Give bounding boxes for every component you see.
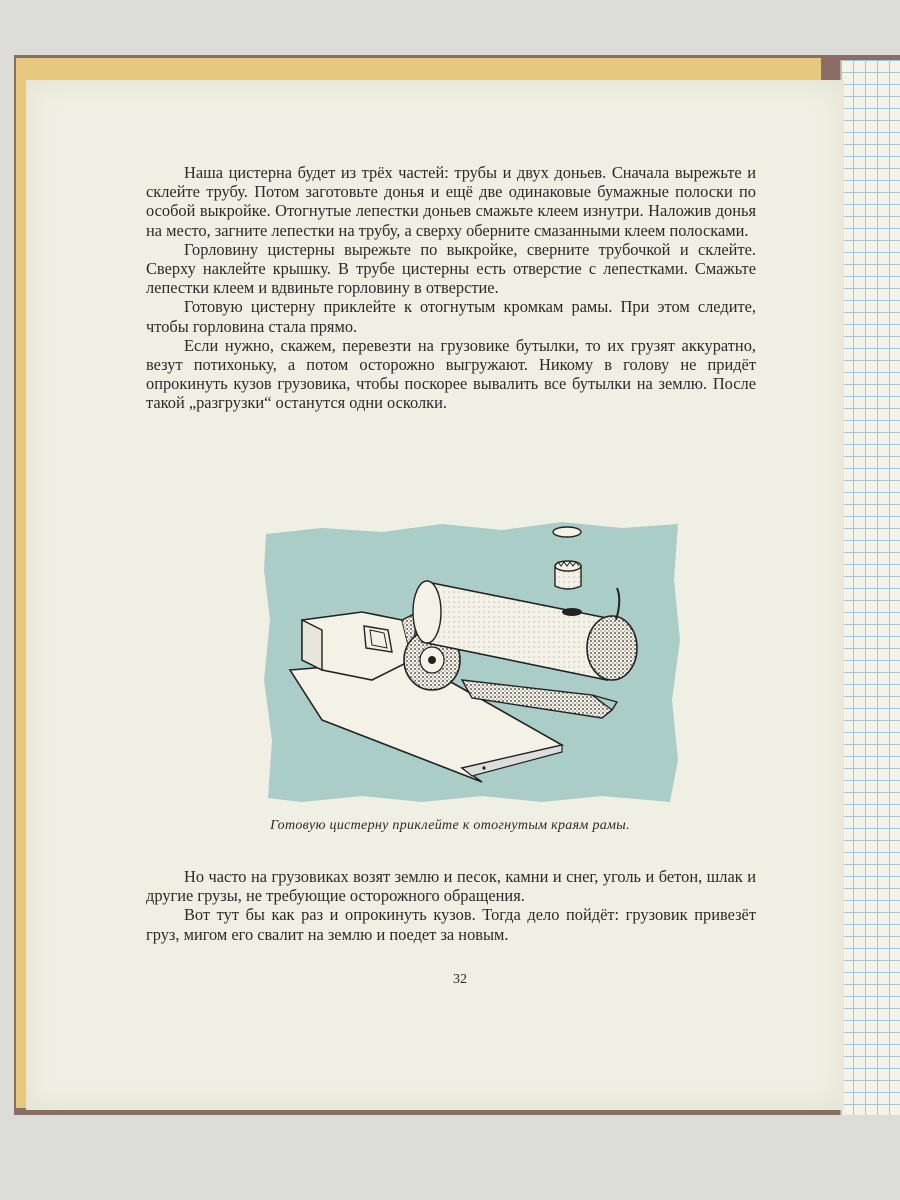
tank-lid-shape [553, 527, 581, 537]
graph-paper-sheet [840, 60, 900, 1115]
figure-caption: Готовую цистерну приклейте к отогнутым краям рамы. [270, 818, 630, 833]
page-number: 32 [453, 972, 467, 987]
paragraph: Вот тут бы как раз и опрокинуть кузов. Тогда дело пойдёт: грузовик привезёт груз, мигом его свалит на землю и поедет за новым. [146, 905, 756, 944]
paragraph: Если нужно, скажем, перевезти на грузовике бутылки, то их грузят аккуратно, везут потихоньку, а потом осторожно выгружают. Никому в голову не придёт опрокинуть кузов грузовика, чтобы поскорее вывалить все бутылки на землю. После такой „разгрузки“ останутся одни осколки. [146, 335, 756, 413]
text-block-bottom [146, 867, 756, 944]
paragraph: Готовую цистерну приклейте к отогнутым кромкам рамы. При этом следите, чтобы горловина стала прямо. [146, 297, 756, 336]
tank-truck-illustration [262, 520, 682, 805]
paragraph: Горловину цистерны вырежьте по выкройке, сверните трубочкой и склейте. Сверху наклейте крышку. В трубе цистерны есть отверстие с лепестками. Смажьте лепестки клеем и вдвиньте горловину в отверстие. [146, 239, 756, 298]
paragraph: Но часто на грузовиках возят землю и песок, камни и снег, уголь и бетон, шлак и другие грузы, не требующие осторожного обращения. [146, 867, 756, 906]
text-block-top [146, 163, 756, 413]
paragraph: Наша цистерна будет из трёх частей: трубы и двух доньев. Сначала вырежьте и склейте трубу. Потом заготовьте донья и ещё две одинаковые бумажные полоски по особой выкройке. Отогнутые лепестки доньев смажьте клеем изнутри. Наложив донья на место, загните лепестки на трубу, а сверху оберните смазанными клеем полосками. [146, 163, 756, 240]
tank-neck-shape [555, 561, 581, 589]
